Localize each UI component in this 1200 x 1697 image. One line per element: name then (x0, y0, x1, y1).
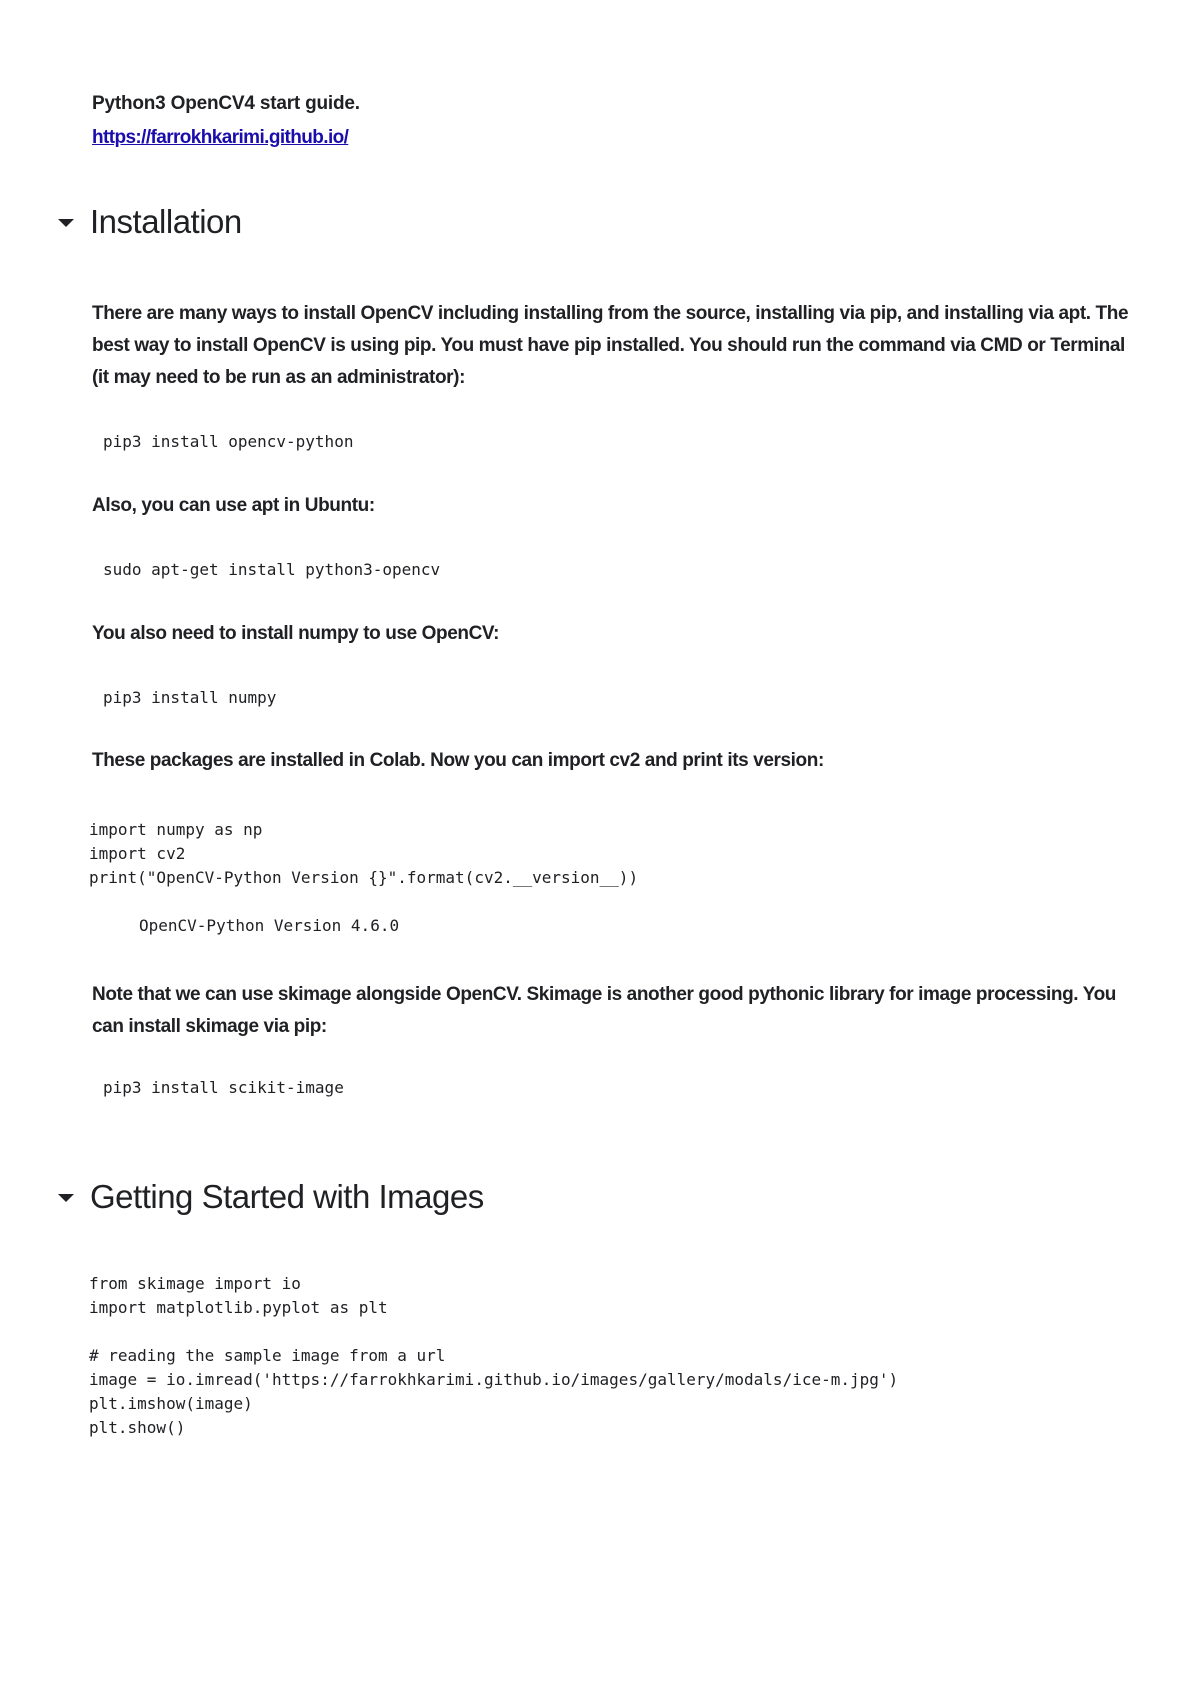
apt-paragraph: Also, you can use apt in Ubuntu: (92, 495, 375, 516)
code-line: # reading the sample image from a url (89, 1346, 446, 1365)
code-line: from skimage import io (89, 1274, 301, 1293)
collapse-caret-icon[interactable] (58, 1194, 74, 1202)
code-line: import matplotlib.pyplot as plt (89, 1298, 388, 1317)
code-line: plt.show() (89, 1418, 186, 1437)
section-installation[interactable] (58, 202, 242, 242)
code-line: import cv2 (89, 844, 186, 863)
code-line: import numpy as np (89, 820, 263, 839)
code-cell-read-image[interactable] (89, 1272, 898, 1440)
code-cell-pip-opencv[interactable]: pip3 install opencv-python (103, 432, 354, 451)
section-title: Installation (90, 203, 242, 240)
intro-link[interactable]: https://farrokhkarimi.github.io/ (92, 127, 349, 148)
section-getting-started[interactable] (58, 1177, 484, 1217)
cell-output: OpenCV-Python Version 4.6.0 (139, 916, 400, 935)
code-line (89, 1320, 898, 1344)
installation-paragraph: There are many ways to install OpenCV including installing from the source, installing via pip, and installing via apt. The best way to install OpenCV is using pip. You must have pip installed. You should run the command via CMD or Terminal (it may need to be run as an administrator): (92, 303, 1129, 388)
code-cell-numpy[interactable]: pip3 install numpy (103, 688, 277, 707)
code-line: image = io.imread('https://farrokhkarimi.github.io/images/gallery/modals/ice-m.jpg') (89, 1370, 899, 1389)
code-cell-import[interactable] (89, 818, 638, 890)
numpy-paragraph: You also need to install numpy to use OpenCV: (92, 623, 500, 644)
code-line: print("OpenCV-Python Version {}".format(cv2.__version__)) (89, 868, 639, 887)
colab-paragraph: These packages are installed in Colab. Now you can import cv2 and print its version: (92, 750, 824, 771)
collapse-caret-icon[interactable] (58, 219, 74, 227)
intro-title: Python3 OpenCV4 start guide. (92, 93, 360, 114)
skimage-paragraph: Note that we can use skimage alongside OpenCV. Skimage is another good pythonic library for image processing. You can install skimage via pip: (92, 984, 1116, 1037)
code-line: plt.imshow(image) (89, 1394, 253, 1413)
section-title: Getting Started with Images (90, 1178, 484, 1215)
code-cell-skimage[interactable]: pip3 install scikit-image (103, 1078, 344, 1097)
code-cell-apt[interactable]: sudo apt-get install python3-opencv (103, 560, 441, 579)
